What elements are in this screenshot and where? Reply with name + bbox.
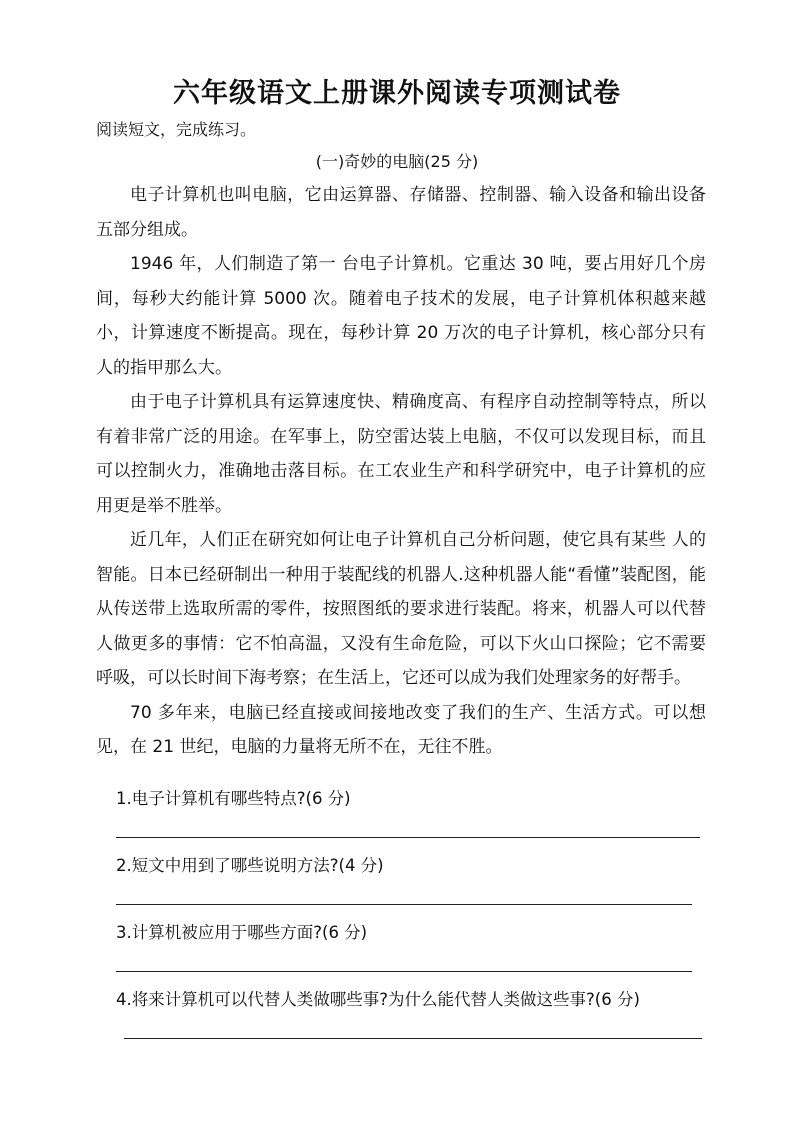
question-text-1: 1.电子计算机有哪些特点?(6 分) (116, 789, 351, 808)
instruction-text: 阅读短文，完成练习。 (96, 120, 257, 139)
answer-line-1[interactable] (116, 837, 700, 838)
question-text-3: 3.计算机被应用于哪些方面?(6 分) (116, 923, 368, 942)
question-item-3 (116, 915, 706, 982)
question-item-4 (116, 982, 706, 1049)
question-list (116, 781, 706, 1049)
question-item-1 (116, 781, 706, 848)
question-item-2 (116, 848, 706, 915)
answer-line-4[interactable] (124, 1038, 702, 1039)
passage-paragraph-1: 电子计算机也叫电脑，它由运算器、存储器、控制器、输入设备和输出设备五部分组成。 (96, 185, 706, 240)
reading-passage (96, 178, 706, 765)
answer-line-3[interactable] (116, 971, 692, 972)
page-title: 六年级语文上册课外阅读专项测试卷 (173, 78, 621, 109)
section-title: (一)奇妙的电脑(25 分) (315, 152, 479, 171)
question-text-2: 2.短文中用到了哪些说明方法?(4 分) (116, 856, 384, 875)
passage-paragraph-4: 近几年，人们正在研究如何让电子计算机自己分析问题，使它具有某些 人的智能。日本已经研制出一种用于装配线的机器人.这种机器人能“看懂”装配图，能从传送带上选取所需的零件，按照图纸的要求进行装配。将来，机器人可以代替人做更多的事情：它不怕高温，又没有生命危险，可以下火山口探险；它不需要呼吸，可以长时间下海考察；在生活上，它还可以成为我们处理家务的好帮手。 (96, 530, 706, 688)
question-text-4: 4.将来计算机可以代替人类做哪些事?为什么能代替人类做这些事?(6 分) (116, 990, 640, 1009)
answer-line-2[interactable] (116, 904, 692, 905)
passage-paragraph-2: 1946 年，人们制造了第一 台电子计算机。它重达 30 吨，要占用好几个房间，每秒大约能计算 5000 次。随着电子技术的发展，电子计算机体积越来越小，计算速度不断提高。现在，每秒计算 20 万次的电子计算机，核心部分只有人的指甲那么大。 (96, 254, 706, 378)
passage-paragraph-3: 由于电子计算机具有运算速度快、精确度高、有程序自动控制等特点，所以有着非常广泛的用途。在军事上，防空雷达装上电脑，不仅可以发现目标，而且可以控制火力，准确地击落目标。在工农业生产和科学研究中，电子计算机的应用更是举不胜举。 (96, 392, 706, 516)
passage-paragraph-5: 70 多年来，电脑已经直接或间接地改变了我们的生产、生活方式。可以想见，在 21 世纪，电脑的力量将无所不在，无往不胜。 (96, 702, 706, 757)
